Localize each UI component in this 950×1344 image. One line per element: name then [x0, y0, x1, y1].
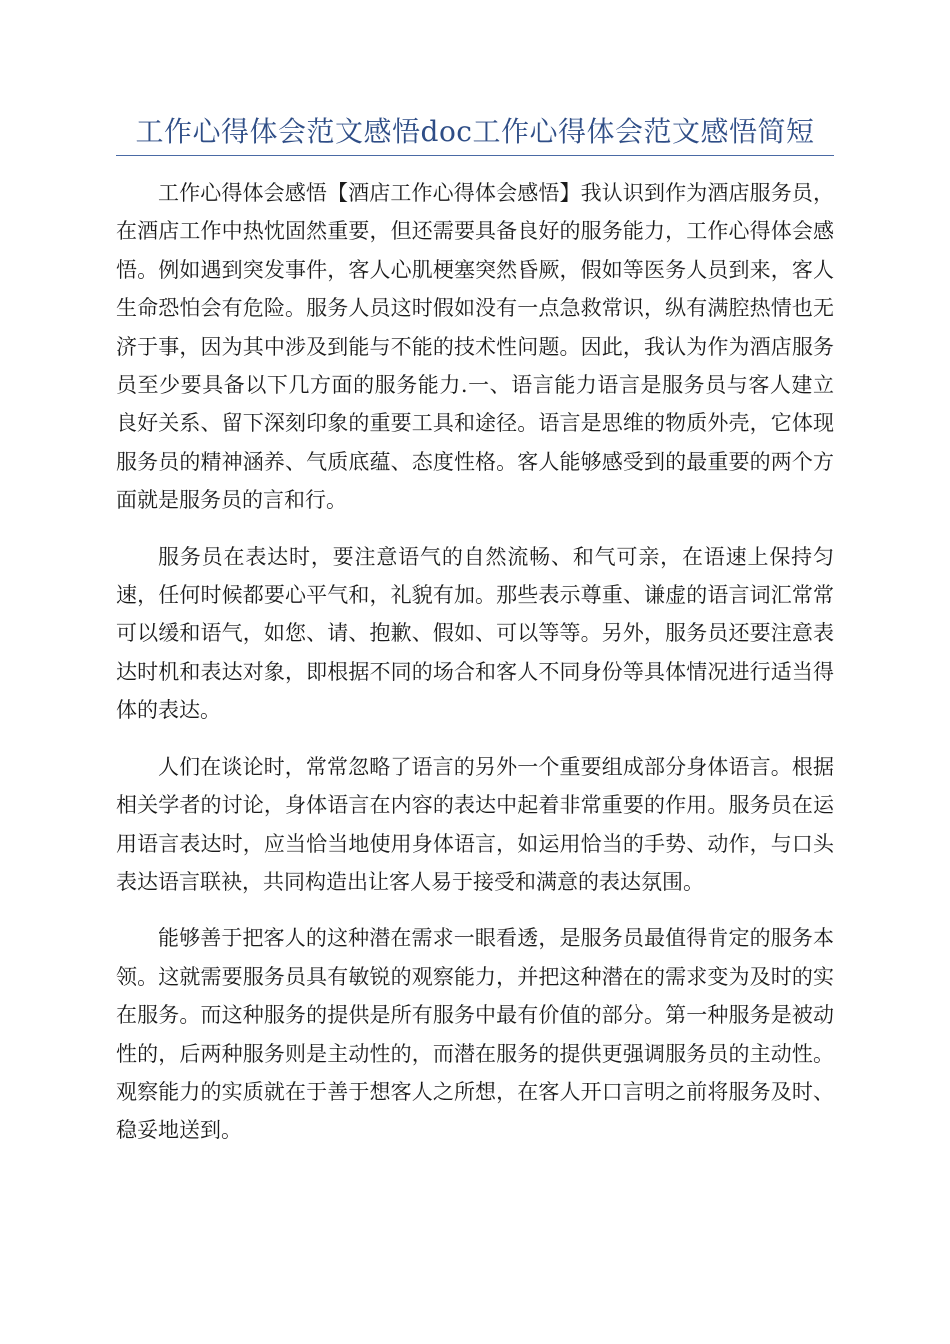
paragraph-2: 服务员在表达时，要注意语气的自然流畅、和气可亲，在语速上保持匀速，任何时候都要心平气和，礼貌有加。那些表示尊重、谦虚的语言词汇常常可以缓和语气，如您、请、抱歉、假如、可以等等。另外，服务员还要注意表达时机和表达对象，即根据不同的场合和客人不同身份等具体情况进行适当得体的表达。 — [116, 544, 834, 723]
document-body — [116, 174, 834, 1168]
paragraph-1: 工作心得体会感悟【酒店工作心得体会感悟】我认识到作为酒店服务员，在酒店工作中热忱固然重要，但还需要具备良好的服务能力，工作心得体会感悟。例如遇到突发事件，客人心肌梗塞突然昏厥，假如等医务人员到来，客人生命恐怕会有危险。服务人员这时假如没有一点急救常识，纵有满腔热情也无济于事，因为其中涉及到能与不能的技术性问题。因此，我认为作为酒店服务员至少要具备以下几方面的服务能力.一、语言能力语言是服务员与客人建立良好关系、留下深刻印象的重要工具和途径。语言是思维的物质外壳，它体现服务员的精神涵养、气质底蕴、态度性格。客人能够感受到的最重要的两个方面就是服务员的言和行。 — [116, 181, 834, 513]
paragraph-4: 能够善于把客人的这种潜在需求一眼看透，是服务员最值得肯定的服务本领。这就需要服务员具有敏锐的观察能力，并把这种潜在的需求变为及时的实在服务。而这种服务的提供是所有服务中最有价值的部分。第一种服务是被动性的，后两种服务则是主动性的，而潜在服务的提供更强调服务员的主动性。观察能力的实质就在于善于想客人之所想，在客人开口言明之前将服务及时、稳妥地送到。 — [116, 926, 834, 1143]
paragraph-3: 人们在谈论时，常常忽略了语言的另外一个重要组成部分身体语言。根据相关学者的讨论，身体语言在内容的表达中起着非常重要的作用。服务员在运用语言表达时，应当恰当地使用身体语言，如运用恰当的手势、动作，与口头表达语言联袂，共同构造出让客人易于接受和满意的表达氛围。 — [116, 754, 834, 894]
document-title: 工作心得体会范文感悟doc工作心得体会范文感悟简短 — [135, 115, 815, 148]
title-underline — [116, 155, 834, 156]
